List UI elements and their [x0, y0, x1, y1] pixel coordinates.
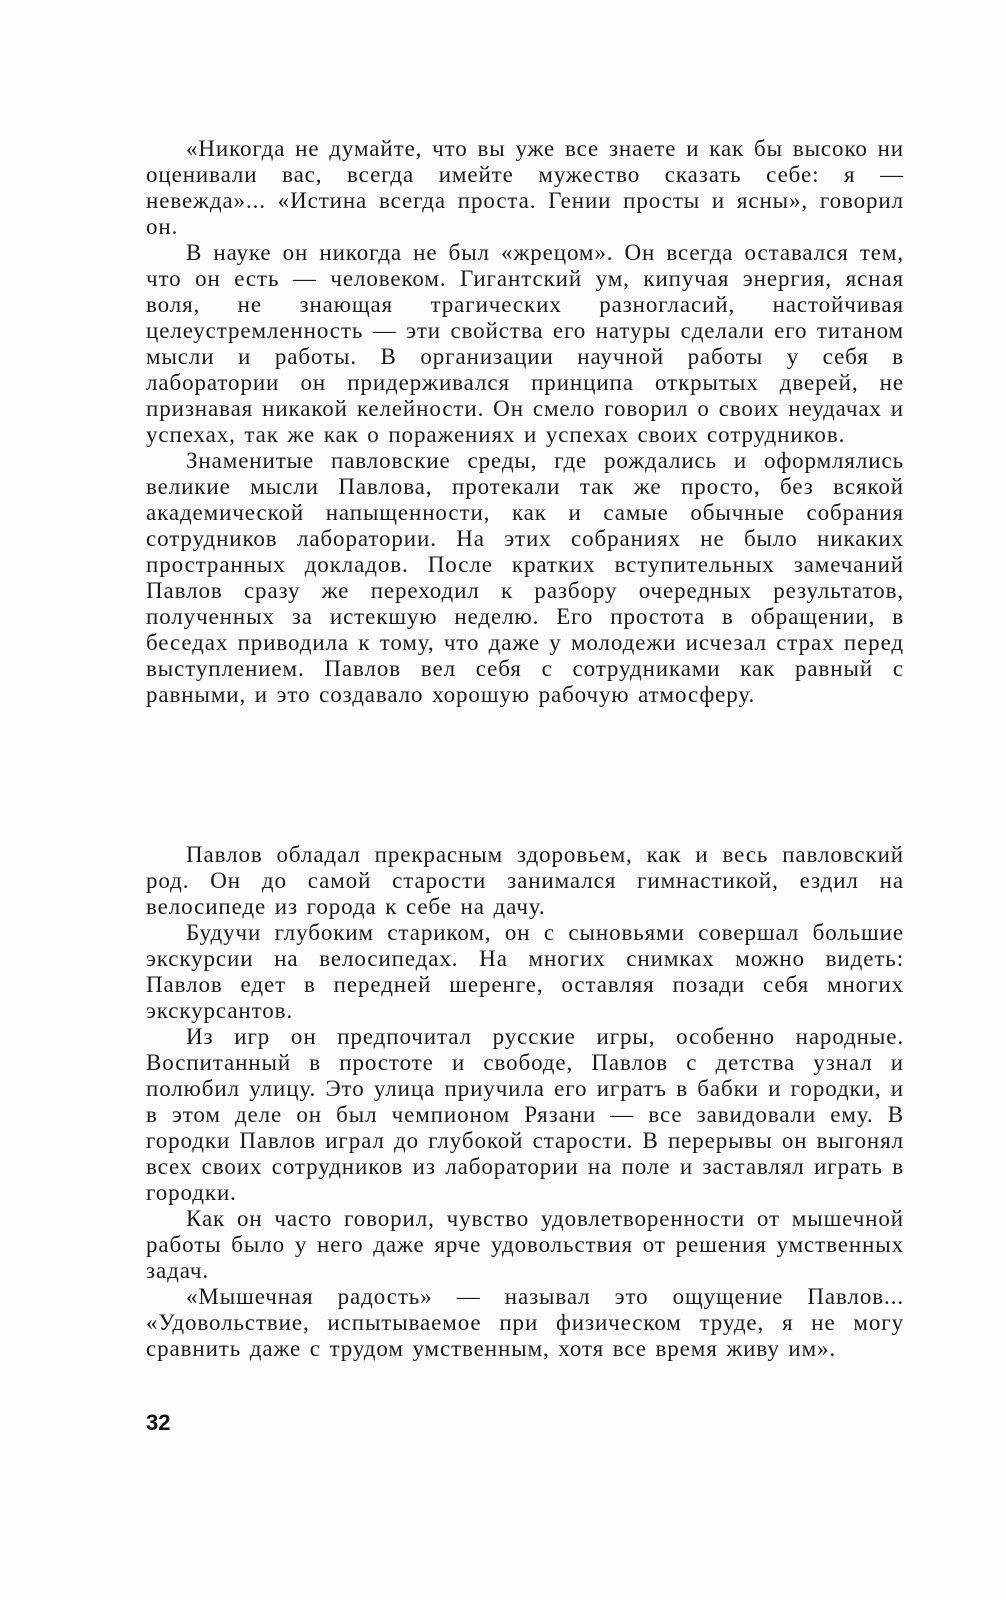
paragraph-bicycle-excursions: Будучи глубоким стариком, он с сыновьями совершал большие экскурсии на велосипедах. На многих снимках можно видеть: Павлов едет в передней шеренге, оставляя позади себя многих экскурсантов. [146, 920, 904, 1023]
paragraph-science-not-priest: В науке он никогда не был «жрецом». Он всегда оставался тем, что он есть — человеком. Гигантский ум, кипучая энергия, ясная воля, не знающая трагических разногласий, настойчивая целеустремленность — эти свойства его натуры сделали его титаном мысли и работы. В организации научной работы у себя в лаборатории он придерживался принципа открытых дверей, не признавая никакой келейности. Он смело говорил о своих неудачах и успехах, так же как о поражениях и успехах своих сотрудников. [146, 240, 904, 447]
page-number: 32 [146, 1410, 171, 1435]
paragraph-russian-games: Из игр он предпочитал русские игры, особенно народные. Воспитанный в простоте и свободе, Павлов с детства узнал и полюбил улицу. Это улица приучила его игратъ в бабки и городки, и в этом деле он был чемпионом Рязани — все завидовали ему. В городки Павлов играл до глубокой старости. В перерывы он выгонял всех своих сотрудников из лаборатории на поле и заставлял играть в городки. [146, 1024, 904, 1205]
paragraph-muscular-work: Как он часто говорил, чувство удовлетворенности от мышечной работы было у него даже ярче удовольствия от решения умственных задач. [146, 1206, 904, 1283]
paragraph-health: Павлов обладал прекрасным здоровьем, как и весь павловский род. Он до самой старости занимался гимнастикой, ездил на велосипеде из города к себе на дачу. [146, 842, 904, 919]
text-section-top [146, 136, 904, 708]
text-section-bottom [146, 842, 904, 1362]
paragraph-pavlov-wednesdays: Знаменитые павловские среды, где рождались и оформлялись великие мысли Павлова, протекали так же просто, без всякой академической напыщенности, как и самые обычные собрания сотрудников лаборатории. На этих собраниях не было никаких пространных докладов. После кратких вступительных замечаний Павлов сразу же переходил к разбору очередных результатов, полученных за истекшую неделю. Его простота в обращении, в беседах приводила к тому, что даже у молодежи исчезал страх перед выступлением. Павлов вел себя с сотрудниками как равный с равными, и это создавало хорошую рабочую атмосферу. [146, 448, 904, 707]
paragraph-quote-ignorance: «Никогда не думайте, что вы уже все знаете и как бы высоко ни оценивали вас, всегда имейте мужество сказать себе: я — невежда»... «Истина всегда проста. Гении просты и ясны», говорил он. [146, 136, 904, 239]
paragraph-muscular-joy: «Мышечная радость» — называл это ощущение Павлов... «Удовольствие, испытываемое при физическом труде, я не могу сравнить даже с трудом умственным, хотя все время живу им». [146, 1284, 904, 1361]
